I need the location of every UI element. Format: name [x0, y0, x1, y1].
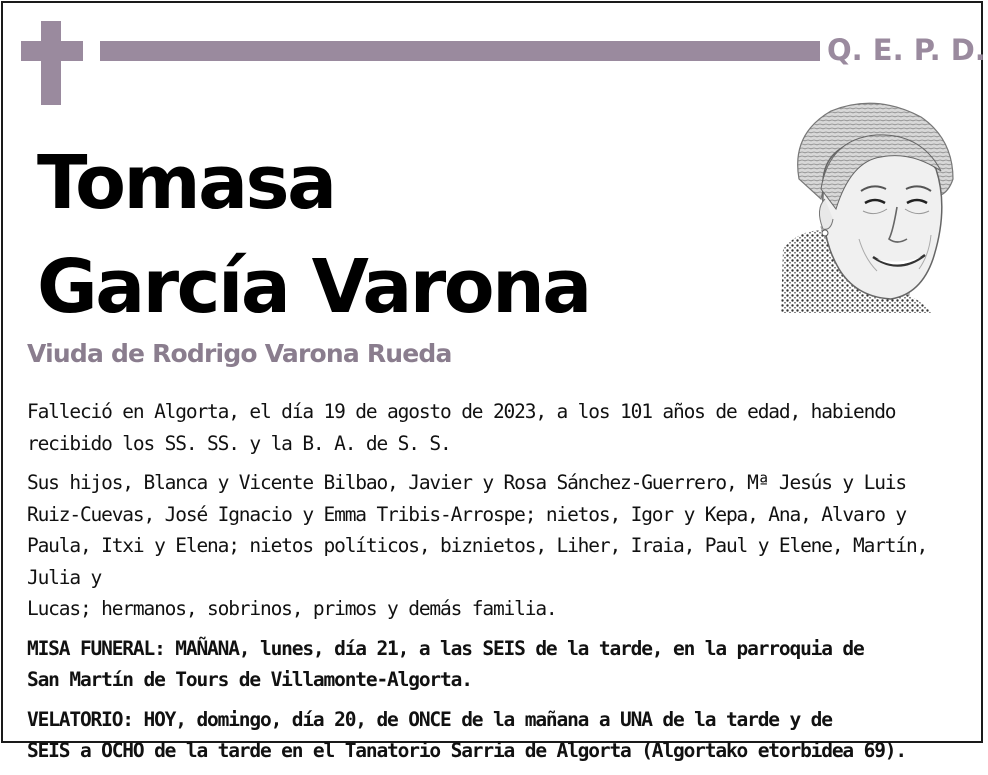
portrait-icon	[781, 99, 959, 313]
qepd-label: Q. E. P. D.	[827, 33, 986, 67]
obituary-frame	[1, 1, 986, 762]
widow-subtitle: Viuda de Rodrigo Varona Rueda	[27, 339, 452, 368]
funeral-mass-paragraph: MISA FUNERAL: MAÑANA, lunes, día 21, a las SEIS de la tarde, en la parroquia de San Martín de Tours de Villamonte-Algorta.	[27, 636, 864, 691]
name-line-2: García Varona	[37, 244, 590, 330]
cross-icon-horizontal	[21, 41, 83, 61]
cross-icon-vertical	[41, 21, 61, 105]
header-rule	[100, 41, 820, 61]
deceased-name	[37, 131, 590, 339]
obituary-body	[27, 396, 957, 775]
name-line-1: Tomasa	[37, 140, 335, 226]
family-paragraph: Sus hijos, Blanca y Vicente Bilbao, Javier y Rosa Sánchez-Guerrero, Mª Jesús y Luis Ruiz-Cuevas, José Ignacio y Emma Tribis-Arrospe; nietos, Igor y Kepa, Ana, Alvaro y Paula, Itxi y Elena; nietos políticos, biznietos, Liher, Iraia, Paul y Elene, Martín, Julia y Lucas; hermanos, sobrinos, primos y demás familia.	[27, 471, 928, 620]
portrait-photo	[781, 99, 959, 313]
wake-paragraph: VELATORIO: HOY, domingo, día 20, de ONCE de la mañana a UNA de la tarde y de SEIS a OCHO de la tarde en el Tanatorio Sarria de Algorta (Algortako etorbidea 69).	[27, 707, 906, 762]
death-notice-paragraph: Falleció en Algorta, el día 19 de agosto de 2023, a los 101 años de edad, habiendo recibido los SS. SS. y la B. A. de S. S.	[27, 400, 896, 455]
